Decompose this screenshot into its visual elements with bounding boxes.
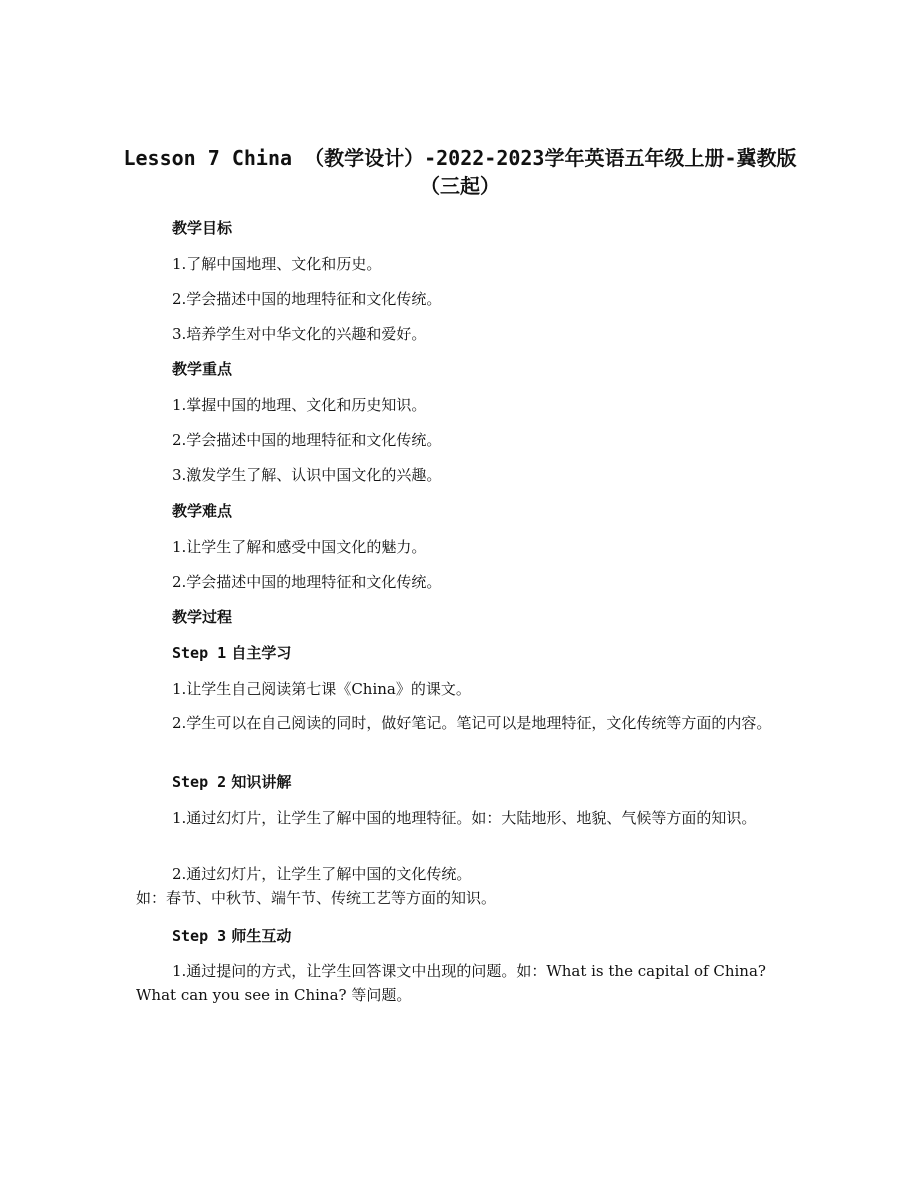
step2-item-2-line2: 如：春节、中秋节、端午节、传统工艺等方面的知识。 xyxy=(136,889,497,907)
goals-heading: 教学目标 xyxy=(172,219,233,237)
keypoint-item-2: 2.学会描述中国的地理特征和文化传统。 xyxy=(172,431,442,449)
goal-item-3: 3.培养学生对中华文化的兴趣和爱好。 xyxy=(172,325,427,343)
step1-label: Step 1 xyxy=(172,644,227,662)
step2-title: 知识讲解 xyxy=(231,773,292,791)
step3-title: 师生互动 xyxy=(231,927,292,945)
step1-item-1: 1.让学生自己阅读第七课《China》的课文。 xyxy=(172,680,471,698)
keypoints-heading: 教学重点 xyxy=(172,360,233,378)
step1-item-2: 2.学生可以在自己阅读的同时，做好笔记。笔记可以是地理特征，文化传统等方面的内容。 xyxy=(172,714,772,732)
step2-item-1: 1.通过幻灯片，让学生了解中国的地理特征。如：大陆地形、地貌、气候等方面的知识。 xyxy=(172,809,757,827)
difficulty-item-2: 2.学会描述中国的地理特征和文化传统。 xyxy=(172,573,442,591)
process-heading: 教学过程 xyxy=(172,608,233,626)
keypoint-item-1: 1.掌握中国的地理、文化和历史知识。 xyxy=(172,396,427,414)
step1-title: 自主学习 xyxy=(231,644,292,662)
step3-heading xyxy=(172,924,291,948)
step3-item-1: 1.通过提问的方式，让学生回答课文中出现的问题。如：What is the capital of China? What can you see in China? 等问题。 xyxy=(136,962,766,1004)
document-title: Lesson 7 China （教学设计）-2022-2023学年英语五年级上册-冀教版（三起） xyxy=(123,146,797,198)
goal-item-2: 2.学会描述中国的地理特征和文化传统。 xyxy=(172,290,442,308)
goal-item-1: 1.了解中国地理、文化和历史。 xyxy=(172,255,382,273)
difficulties-heading: 教学难点 xyxy=(172,502,233,520)
step1-heading xyxy=(172,641,291,665)
step2-item-2-line1: 2.通过幻灯片，让学生了解中国的文化传统。 xyxy=(172,865,472,883)
keypoint-item-3: 3.激发学生了解、认识中国文化的兴趣。 xyxy=(172,466,442,484)
step2-heading xyxy=(172,770,291,794)
step3-label: Step 3 xyxy=(172,927,227,945)
difficulty-item-1: 1.让学生了解和感受中国文化的魅力。 xyxy=(172,538,427,556)
step2-label: Step 2 xyxy=(172,773,227,791)
